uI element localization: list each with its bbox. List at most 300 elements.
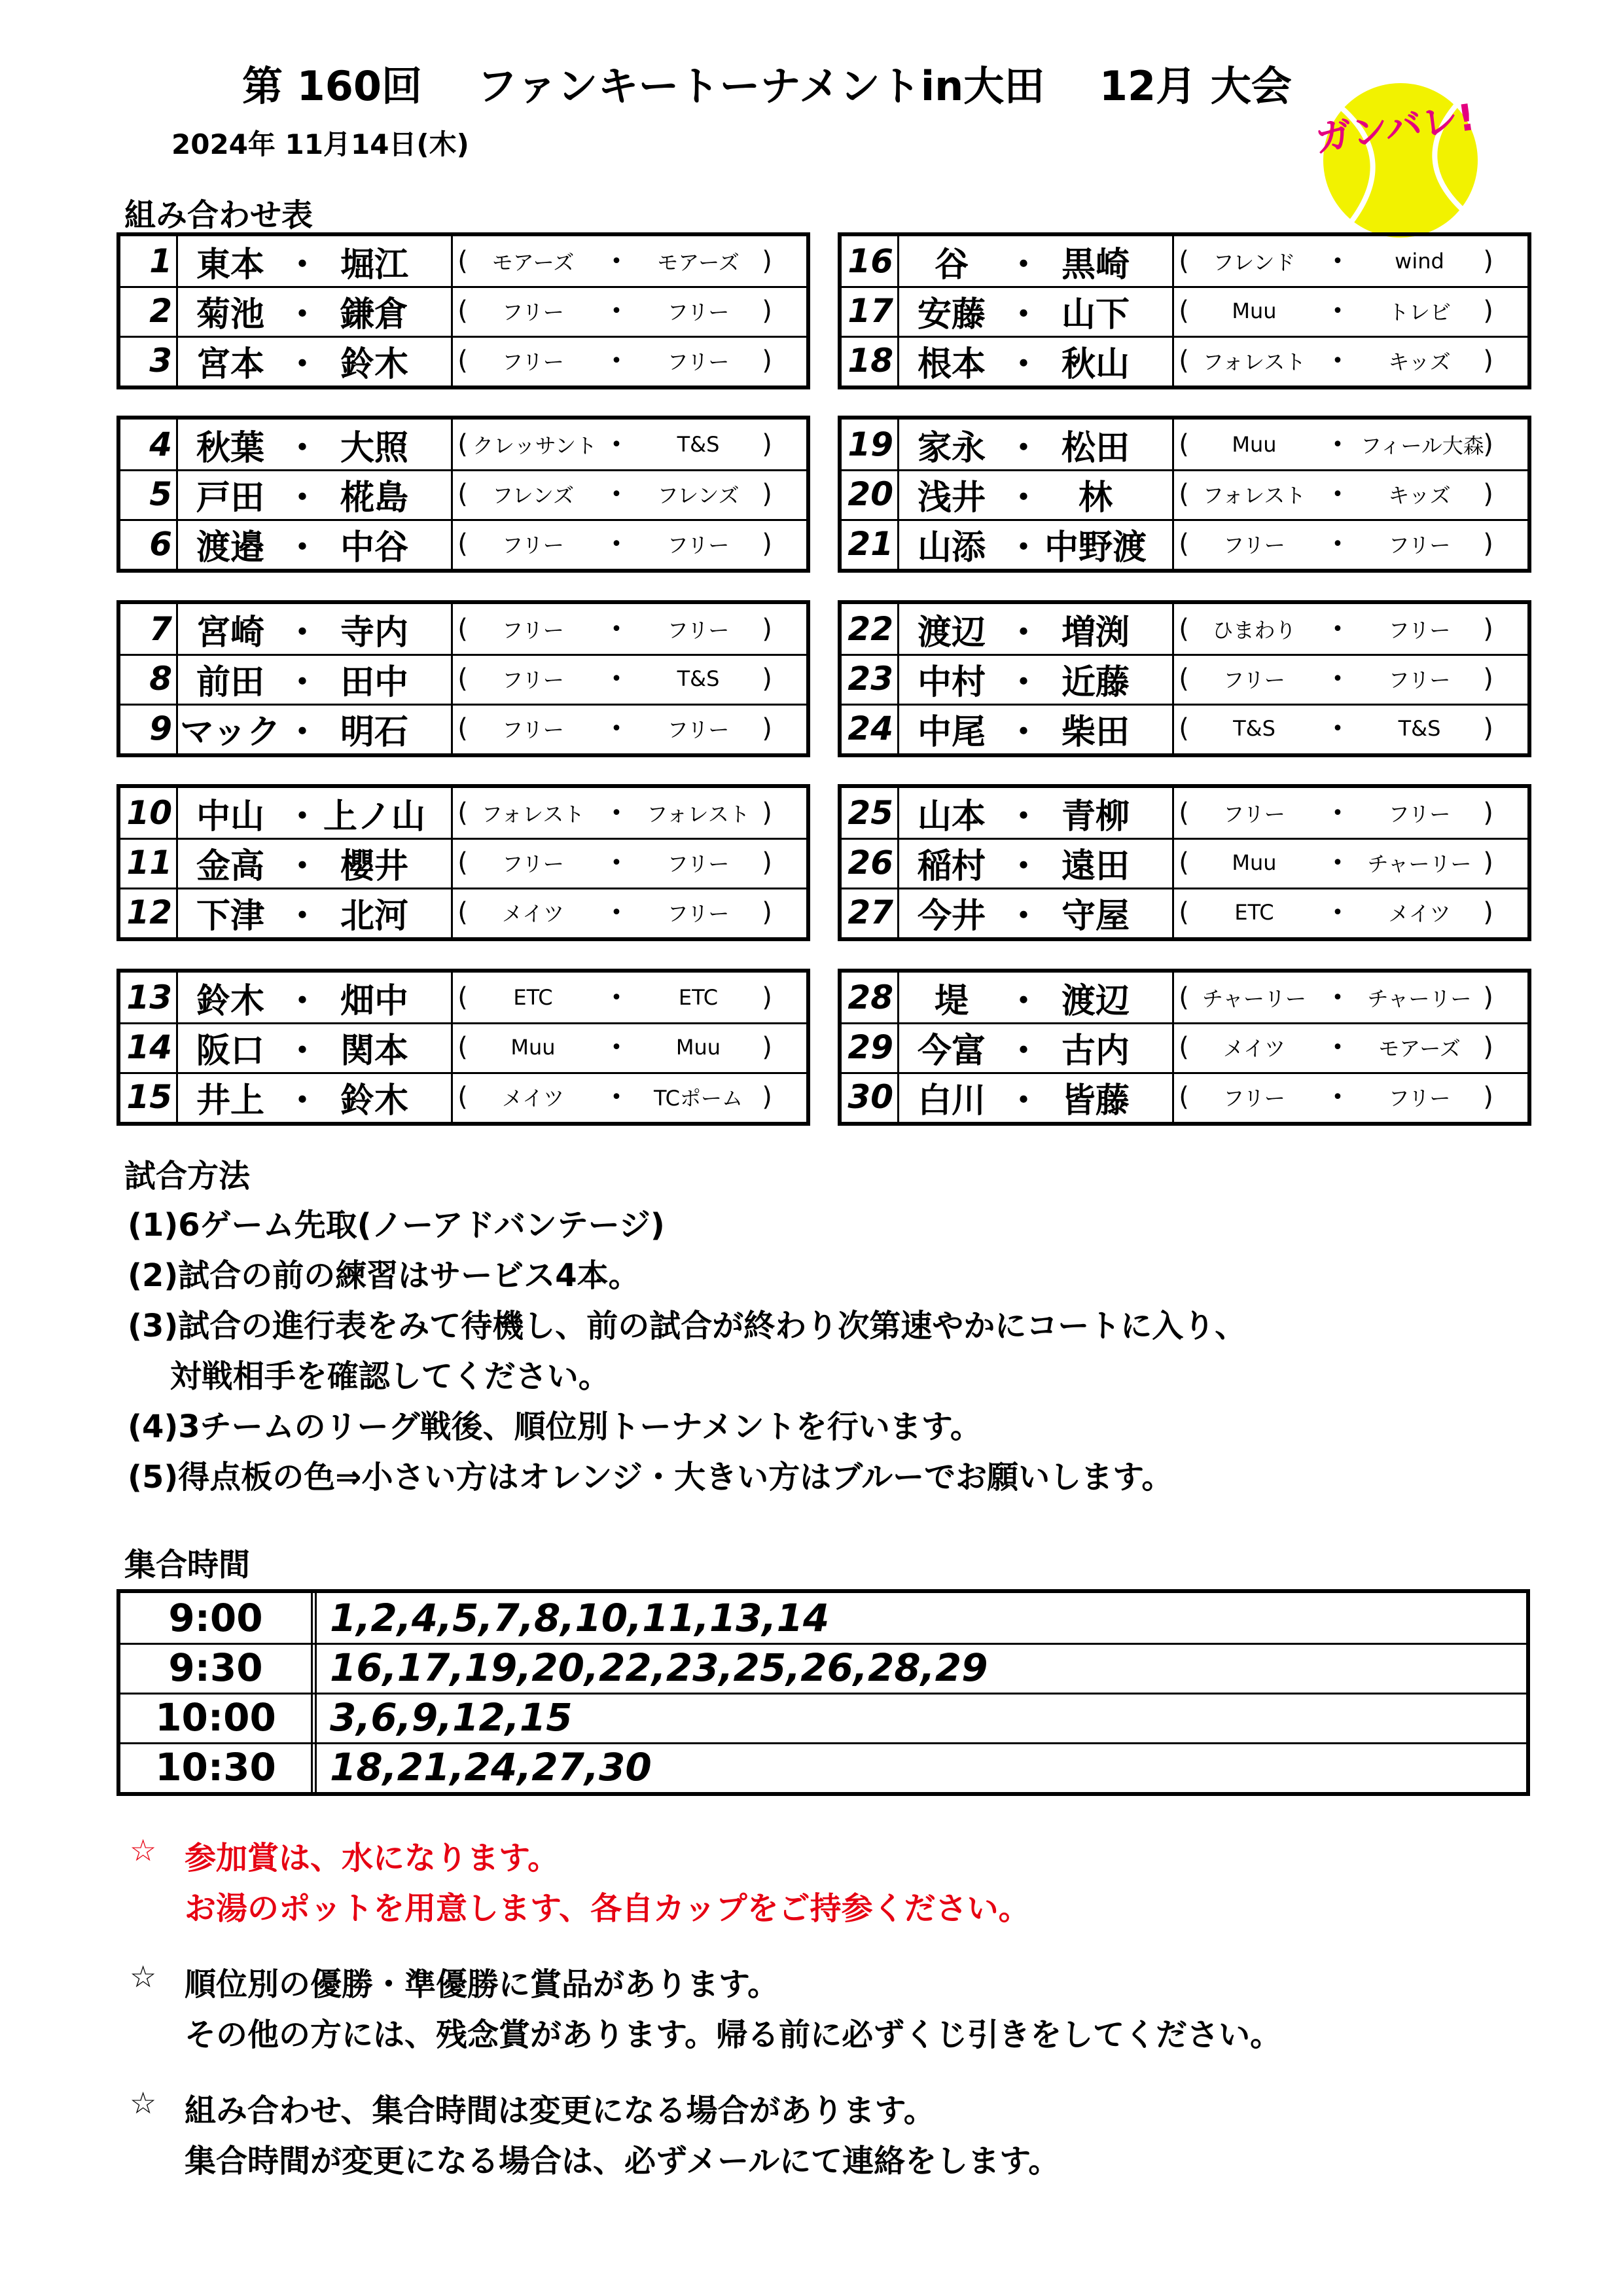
player-2: 松田 [1061,428,1130,468]
player-1: 金高 [196,846,264,886]
separator-dot: ・ [1006,528,1041,567]
close-paren: ) [1483,982,1493,1013]
player-1: 渡邉 [196,528,264,567]
pairing-row [120,604,806,656]
pair-number: 24 [842,704,899,753]
open-paren: ( [1179,713,1189,744]
club-2: フリー [667,300,730,325]
club-1: フォレスト [481,802,585,827]
club-2: フォレスト [647,802,750,827]
pairing-row [842,888,1527,937]
player-names [178,286,453,336]
club-2: Muu [675,1035,721,1060]
player-names [899,336,1174,386]
pairing-group [116,416,810,573]
club-2: チャーリー [1367,986,1472,1011]
player-2: 大照 [340,428,408,468]
method-line-4: 対戦相手を確認してください。 [128,1358,610,1395]
pair-number: 15 [120,1072,178,1122]
club-1: フリー [502,533,564,558]
close-paren: ) [762,296,772,326]
player-2: 田中 [340,662,408,702]
club-1: フォレスト [1202,483,1306,508]
pairing-row [842,469,1527,521]
player-names [178,420,453,469]
close-paren: ) [762,798,772,828]
club-names [1174,346,1527,376]
separator-dot: ・ [1006,896,1041,936]
close-paren: ) [1483,296,1493,326]
pairing-row [842,336,1527,386]
pairing-row [120,469,806,521]
player-2: 守屋 [1061,896,1130,936]
pair-number: 22 [842,604,899,654]
close-paren: ) [1483,246,1493,276]
separator-dot: ・ [285,428,319,468]
club-1: Muu [1232,850,1277,875]
club-names [1174,429,1527,459]
open-paren: ( [457,664,468,694]
open-paren: ( [1179,614,1189,644]
player-names [899,1022,1174,1072]
player-1: 家永 [917,428,986,468]
pair-number: 14 [120,1022,178,1072]
player-2: 山下 [1061,295,1130,334]
separator-dot: ・ [285,797,319,836]
club-2: キッズ [1388,350,1451,374]
note-3-line-2: 集合時間が変更になる場合は、必ずメールにて連絡をします。 [185,2143,1060,2179]
separator-dot: ・ [285,528,319,567]
club-2: フリー [667,901,730,926]
pair-number: 8 [120,654,178,704]
separator-dot: • [611,532,622,556]
pairing-row [842,236,1527,288]
separator-dot: ・ [1006,1081,1041,1121]
note-1-line-2: お湯のポットを用意します、各自カップをご持参ください。 [185,1890,1030,1927]
player-names [178,336,453,386]
method-line-3: (3)試合の進行表をみて待機し、前の試合が終わり次第速やかにコートに入り、 [128,1308,1247,1344]
open-paren: ( [1179,296,1189,326]
open-paren: ( [457,897,468,927]
club-1: フレンド [1213,250,1296,275]
club-2: モアーズ [1378,1036,1461,1061]
club-names [453,798,806,828]
pairing-row [842,1072,1527,1122]
pair-number: 20 [842,469,899,519]
open-paren: ( [457,713,468,744]
separator-dot: • [1332,249,1344,273]
player-2: 櫻井 [340,846,408,886]
player-2: 古内 [1061,1031,1130,1071]
player-2: 明石 [340,712,408,752]
note-2-line-2: その他の方には、残念賞があります。帰る前に必ずくじ引きをしてください。 [185,2017,1282,2053]
club-2: フリー [667,852,730,876]
player-2: 鎌倉 [340,295,408,334]
open-paren: ( [1179,429,1189,459]
club-names [453,848,806,878]
pairing-row [842,788,1527,840]
close-paren: ) [762,529,772,559]
club-names [1174,664,1527,694]
open-paren: ( [457,982,468,1013]
club-names [453,346,806,376]
club-1: フリー [1223,802,1285,827]
club-names [453,897,806,927]
method-line-6: (5)得点板の色⇒小さい方はオレンジ・大きい方はブルーでお願いします。 [128,1459,1173,1496]
close-paren: ) [1483,346,1493,376]
club-1: メイツ [501,901,565,926]
club-2: フリー [1388,533,1451,558]
separator-dot: ・ [1006,245,1041,285]
club-2: チャーリー [1367,852,1472,876]
club-1: モアーズ [491,250,575,275]
club-2: フリー [1388,1086,1451,1111]
club-names [453,429,806,459]
pairings-heading: 組み合わせ表 [124,197,313,234]
separator-dot: • [611,249,622,273]
club-names [453,614,806,644]
pairing-row [120,888,806,937]
meeting-groups: 1,2,4,5,7,8,10,11,13,14 [330,1596,830,1640]
club-names [1174,1032,1527,1062]
club-2: TCポーム [653,1086,743,1111]
meeting-time: 9:00 [120,1593,317,1643]
separator-dot: • [1332,1035,1344,1059]
player-2: 増渕 [1061,613,1130,653]
player-1: 白川 [917,1081,986,1121]
club-names [453,479,806,509]
player-2: 畑中 [340,981,408,1021]
close-paren: ) [762,246,772,276]
player-names [178,838,453,888]
player-names [899,654,1174,704]
separator-dot: • [611,617,622,641]
separator-dot: • [1332,667,1344,691]
pairing-group [116,232,810,389]
close-paren: ) [1483,429,1493,459]
close-paren: ) [762,848,772,878]
club-1: Muu [510,1035,556,1060]
close-paren: ) [762,982,772,1013]
pair-number: 11 [120,838,178,888]
club-2: ETC [678,985,719,1010]
player-1: 戸田 [196,478,264,518]
club-1: T&S [1233,716,1275,741]
separator-dot: • [611,667,622,691]
player-1: 中山 [196,797,264,836]
close-paren: ) [1483,897,1493,927]
club-1: フリー [502,717,564,742]
club-1: フリー [1223,533,1285,558]
club-names [453,1082,806,1112]
pairing-row [120,973,806,1024]
pair-number: 4 [120,420,178,469]
player-names [899,838,1174,888]
star-icon: ☆ [130,2085,157,2121]
close-paren: ) [1483,798,1493,828]
method-line-1: (1)6ゲーム先取(ノーアドバンテージ) [128,1207,665,1244]
player-2: 鈴木 [340,344,408,384]
club-names [453,529,806,559]
separator-dot: ・ [1006,428,1041,468]
club-1: フリー [502,300,564,325]
pairing-group [838,600,1531,757]
open-paren: ( [1179,897,1189,927]
club-2: フリー [1388,802,1451,827]
pair-number: 18 [842,336,899,386]
club-names [453,982,806,1013]
player-names [899,420,1174,469]
club-2: フリー [1388,618,1451,643]
separator-dot: • [611,801,622,825]
club-names [453,296,806,326]
player-1: 秋葉 [196,428,264,468]
close-paren: ) [762,1082,772,1112]
club-2: キッズ [1388,483,1451,508]
open-paren: ( [457,1082,468,1112]
meeting-groups: 16,17,19,20,22,23,25,26,28,29 [330,1645,988,1690]
open-paren: ( [457,296,468,326]
separator-dot: • [611,299,622,323]
club-1: フリー [502,852,564,876]
separator-dot: ・ [1006,613,1041,653]
meeting-row [120,1742,1526,1792]
club-2: フリー [667,618,730,643]
player-names [899,788,1174,838]
separator-dot: • [611,901,622,924]
pair-number: 16 [842,236,899,286]
open-paren: ( [1179,479,1189,509]
tennis-ball-icon [1302,62,1486,245]
meeting-time-table [116,1589,1530,1796]
close-paren: ) [1483,848,1493,878]
club-1: Muu [1232,298,1277,323]
close-paren: ) [1483,1082,1493,1112]
pair-number: 23 [842,654,899,704]
meeting-heading: 集合時間 [124,1547,251,1583]
player-2: 寺内 [340,613,408,653]
separator-dot: • [611,986,622,1009]
separator-dot: ・ [285,245,319,285]
club-names [1174,246,1527,276]
player-2: 柴田 [1061,712,1130,752]
club-2: wind [1395,249,1444,274]
open-paren: ( [457,479,468,509]
player-1: 安藤 [917,295,986,334]
club-1: フリー [502,618,564,643]
open-paren: ( [457,346,468,376]
player-1: 中村 [917,662,986,702]
player-2: 椛島 [340,478,408,518]
club-names [1174,1082,1527,1112]
open-paren: ( [1179,1082,1189,1112]
club-1: クレッサント [473,433,597,458]
club-1: フォレスト [1202,350,1306,374]
player-1: 山添 [917,528,986,567]
club-1: フリー [1223,668,1285,692]
club-names [1174,614,1527,644]
meeting-row [120,1593,1526,1645]
club-1: Muu [1232,432,1277,457]
open-paren: ( [457,614,468,644]
club-1: メイツ [501,1086,565,1111]
separator-dot: • [1332,801,1344,825]
player-names [178,654,453,704]
separator-dot: ・ [1006,662,1041,702]
pairing-row [120,788,806,840]
pair-number: 13 [120,973,178,1022]
separator-dot: • [1332,901,1344,924]
separator-dot: ・ [285,662,319,702]
meeting-groups: 18,21,24,27,30 [330,1745,652,1789]
pairing-row [842,654,1527,706]
player-2: 皆藤 [1061,1081,1130,1121]
separator-dot: ・ [285,981,319,1021]
separator-dot: • [611,433,622,456]
close-paren: ) [1483,614,1493,644]
player-names [899,519,1174,569]
meeting-row [120,1693,1526,1744]
club-1: フリー [502,668,564,692]
close-paren: ) [1483,1032,1493,1062]
club-2: T&S [677,666,720,691]
player-names [178,1022,453,1072]
meeting-time: 9:30 [120,1643,317,1693]
open-paren: ( [1179,848,1189,878]
separator-dot: ・ [285,478,319,518]
method-line-2: (2)試合の前の練習はサービス4本。 [128,1257,640,1294]
club-names [453,713,806,744]
open-paren: ( [457,246,468,276]
open-paren: ( [1179,798,1189,828]
club-names [453,246,806,276]
separator-dot: • [1332,433,1344,456]
club-names [1174,713,1527,744]
separator-dot: ・ [1006,344,1041,384]
close-paren: ) [1483,664,1493,694]
open-paren: ( [1179,529,1189,559]
pairing-group [116,784,810,941]
pair-number: 17 [842,286,899,336]
meeting-row [120,1643,1526,1695]
pairing-row [842,1022,1527,1074]
separator-dot: • [1332,1085,1344,1109]
player-names [178,973,453,1022]
close-paren: ) [762,429,772,459]
close-paren: ) [762,897,772,927]
separator-dot: • [1332,851,1344,874]
club-2: トレビ [1387,300,1451,325]
player-1: 山本 [917,797,986,836]
pairing-row [120,704,806,753]
note-2-line-1: 順位別の優勝・準優勝に賞品があります。 [185,1966,779,2003]
club-1: フレンズ [492,483,574,508]
separator-dot: ・ [1006,478,1041,518]
pair-number: 27 [842,888,899,937]
pairing-group [116,969,810,1126]
player-names [899,604,1174,654]
pair-number: 30 [842,1072,899,1122]
club-2: T&S [677,432,720,457]
player-1: 鈴木 [196,981,264,1021]
separator-dot: ・ [1006,846,1041,886]
ball-text: ガンバレ! [1312,96,1478,161]
club-1: フリー [1223,1086,1285,1111]
player-2: 堀江 [340,245,408,285]
pair-number: 12 [120,888,178,937]
pairing-group [838,969,1531,1126]
pair-number: 3 [120,336,178,386]
pairing-row [842,420,1527,471]
club-names [1174,798,1527,828]
player-names [899,888,1174,937]
separator-dot: • [1332,482,1344,506]
club-2: フリー [1388,668,1451,692]
club-names [1174,982,1527,1013]
club-2: モアーズ [657,250,740,275]
separator-dot: ・ [1006,1031,1041,1071]
player-names [178,1072,453,1122]
player-1: 稲村 [917,846,986,886]
club-names [1174,296,1527,326]
club-names [1174,529,1527,559]
player-names [899,973,1174,1022]
separator-dot: • [1332,299,1344,323]
close-paren: ) [762,479,772,509]
pairing-row [842,286,1527,338]
pair-number: 28 [842,973,899,1022]
pair-number: 6 [120,519,178,569]
club-1: ETC [513,985,553,1010]
player-1: 渡辺 [917,613,986,653]
open-paren: ( [1179,1032,1189,1062]
player-2: 秋山 [1061,344,1130,384]
player-names [899,1072,1174,1122]
pair-number: 7 [120,604,178,654]
meeting-time: 10:30 [120,1742,317,1792]
pairing-row [120,236,806,288]
close-paren: ) [762,614,772,644]
player-1: マック [180,712,281,752]
separator-dot: • [1332,349,1344,372]
club-names [453,664,806,694]
player-2: 中野渡 [1044,528,1147,567]
player-names [178,236,453,286]
pairing-row [120,336,806,386]
player-1: 堤 [934,981,969,1021]
separator-dot: • [1332,986,1344,1009]
separator-dot: • [611,717,622,740]
player-names [899,469,1174,519]
method-heading: 試合方法 [124,1158,251,1194]
club-2: T&S [1398,716,1441,741]
star-icon: ☆ [130,1833,157,1868]
player-2: 関本 [340,1031,408,1071]
pairing-row [842,973,1527,1024]
player-2: 北河 [340,896,408,936]
page-title: 第 160回 ファンキートーナメントin大田 12月 大会 [242,62,1292,110]
player-1: 前田 [196,662,264,702]
separator-dot: • [611,851,622,874]
separator-dot: • [611,1085,622,1109]
pairing-row [120,286,806,338]
player-1: 菊池 [196,295,264,334]
pairing-row [842,519,1527,569]
club-1: ETC [1234,900,1274,925]
pairing-row [120,519,806,569]
player-1: 井上 [196,1081,264,1121]
player-2: 林 [1078,478,1113,518]
